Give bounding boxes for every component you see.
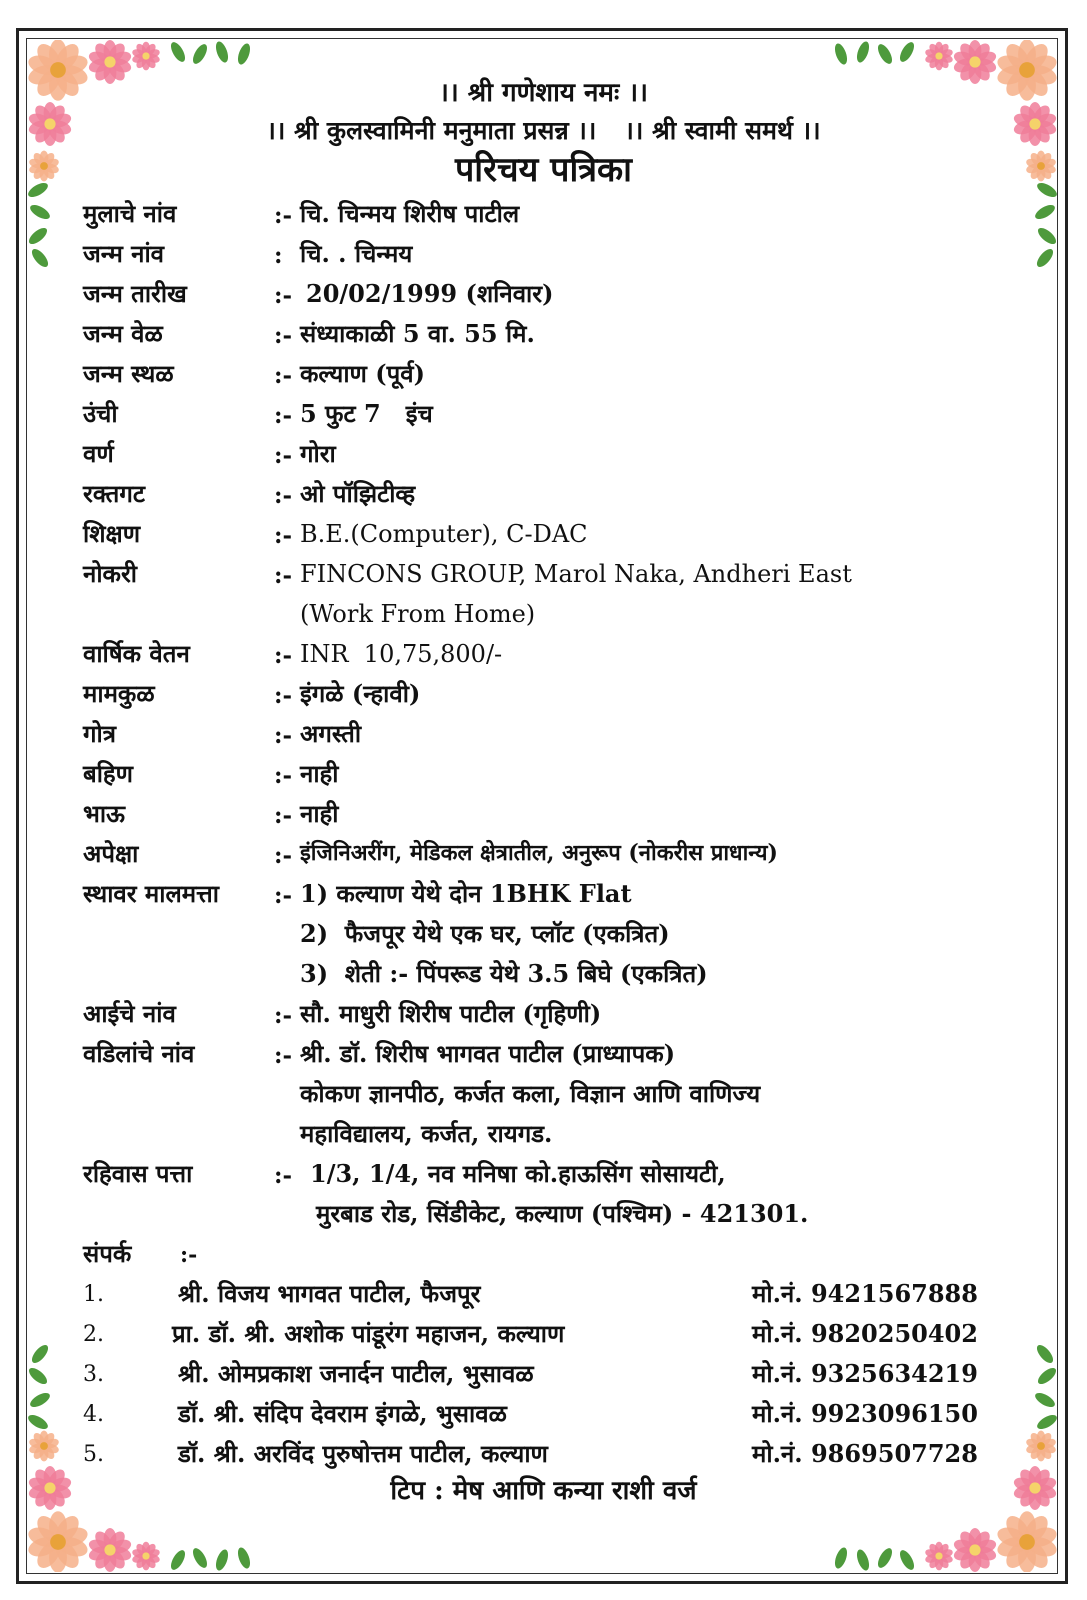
field-label: अपेक्षा <box>83 839 139 868</box>
flower-icon <box>952 40 998 84</box>
contact-name: डॉ. श्री. अरविंद पुरुषोत्तम पाटील, कल्याण <box>178 1439 548 1468</box>
leaf-icon <box>855 40 872 64</box>
field-value: चि. . चिन्मय <box>300 239 413 268</box>
leaf-icon <box>897 1548 917 1572</box>
field-separator: :- <box>274 882 293 909</box>
contact-mobile: मो.नं. 9325634219 <box>752 1359 978 1388</box>
field-separator: :- <box>274 482 293 509</box>
leaf-icon <box>168 1548 188 1572</box>
field-value: 1) कल्याण येथे दोन 1BHK Flat <box>300 879 632 908</box>
field-separator: :- <box>274 362 293 389</box>
leaf-icon <box>875 42 895 66</box>
field-value: नाही <box>300 759 339 788</box>
field-label: शिक्षण <box>83 519 141 548</box>
leaf-icon <box>1034 1342 1056 1365</box>
leaf-icon <box>1033 202 1057 222</box>
field-separator: :- <box>274 842 293 869</box>
contact-mobile: मो.नं. 9869507728 <box>752 1439 978 1468</box>
contact-label: संपर्क <box>83 1239 132 1268</box>
contact-name: श्री. विजय भागवत पाटील, फैजपूर <box>178 1279 481 1308</box>
field-value-continued: मुरबाड रोड, सिंडीकेट, कल्याण (पश्चिम) - 421301. <box>316 1199 809 1228</box>
field-value: गोरा <box>300 439 336 468</box>
field-value-continued: कोकण ज्ञानपीठ, कर्जत कला, विज्ञान आणि वाणिज्य <box>300 1079 761 1108</box>
field-separator: :- <box>274 1002 293 1029</box>
flower-icon <box>131 42 161 71</box>
field-value: नाही <box>300 799 339 828</box>
leaf-icon <box>236 1546 253 1570</box>
flower-icon <box>131 1542 161 1571</box>
field-value-continued: 3) शेती :- पिंपरूड येथे 3.5 बिघे (एकत्रित) <box>300 959 708 988</box>
field-value: ओ पॉझिटीव्ह <box>300 479 416 508</box>
field-separator: :- <box>274 322 293 349</box>
flower-icon <box>28 1511 90 1572</box>
field-label: उंची <box>83 399 118 428</box>
page-title: परिचय पत्रिका <box>455 150 632 190</box>
contact-number: 3. <box>83 1362 104 1387</box>
leaf-icon <box>28 1390 52 1410</box>
invocation-ganesh: ।। श्री गणेशाय नमः ।। <box>439 78 648 108</box>
field-value: अगस्ती <box>300 719 362 748</box>
field-label: गोत्र <box>83 719 116 748</box>
field-label: जन्म वेळ <box>83 319 163 348</box>
field-value: B.E.(Computer), C-DAC <box>300 520 588 548</box>
field-value: FINCONS GROUP, Marol Naka, Andheri East <box>300 560 852 588</box>
leaf-icon <box>1033 1390 1057 1410</box>
leaf-icon <box>29 1342 51 1365</box>
leaf-icon <box>168 40 188 64</box>
field-separator: :- <box>274 1042 293 1069</box>
field-label: वडिलांचे नांव <box>83 1039 195 1068</box>
leaf-icon <box>28 202 52 222</box>
field-separator: :- <box>274 442 293 469</box>
flower-icon <box>1025 1431 1057 1462</box>
field-separator: :- <box>274 722 293 749</box>
invocation-swami: ।। श्री स्वामी समर्थ ।। <box>624 116 821 145</box>
flower-icon <box>28 1431 60 1462</box>
tip-note: टिप : मेष आणि कन्या राशी वर्ज <box>390 1476 697 1506</box>
field-label: जन्म तारीख <box>83 279 187 308</box>
field-separator: :- <box>274 282 293 309</box>
contact-mobile: मो.नं. 9421567888 <box>752 1279 978 1308</box>
field-value-continued: (Work From Home) <box>300 600 536 628</box>
contact-number: 2. <box>83 1322 104 1347</box>
leaf-icon <box>190 42 210 66</box>
field-label: जन्म नांव <box>83 239 165 268</box>
leaf-icon <box>833 1546 850 1570</box>
leaf-icon <box>236 42 253 66</box>
field-separator: :- <box>274 642 293 669</box>
leaf-icon <box>1035 1412 1057 1432</box>
field-value-continued: 2) फैजपूर येथे एक घर, प्लॉट (एकत्रित) <box>300 919 670 948</box>
field-label: वार्षिक वेतन <box>83 639 190 668</box>
contact-number: 4. <box>83 1402 104 1427</box>
contact-mobile: मो.नं. 9923096150 <box>752 1399 978 1428</box>
field-value-continued: महाविद्यालय, कर्जत, रायगड. <box>300 1119 553 1148</box>
field-label: स्थावर मालमत्ता <box>83 879 219 908</box>
field-separator: :- <box>274 682 293 709</box>
contact-name: श्री. ओमप्रकाश जनार्दन पाटील, भुसावळ <box>178 1359 534 1388</box>
invocation-kulswamini: ।। श्री कुलस्वामिनी मनुमाता प्रसन्न ।। <box>266 116 597 145</box>
field-value: सौ. माधुरी शिरीष पाटील (गृहिणी) <box>300 999 602 1028</box>
field-label: मामकुळ <box>83 679 155 708</box>
leaf-icon <box>29 246 51 269</box>
leaf-icon <box>28 225 50 247</box>
leaf-icon <box>28 1365 50 1387</box>
field-value: संध्याकाळी 5 वा. 55 मि. <box>300 319 535 348</box>
field-value: इंजिनिअरींग, मेडिकल क्षेत्रातील, अनुरूप (नोकरीस प्राधान्य) <box>300 840 778 866</box>
flower-icon <box>952 1528 998 1572</box>
field-value: श्री. डॉ. शिरीष भागवत पाटील (प्राध्यापक) <box>300 1039 676 1068</box>
leaf-icon <box>214 1548 231 1572</box>
contact-separator: :- <box>180 1242 198 1268</box>
field-label: मुलाचे नांव <box>83 199 177 228</box>
field-value: 20/02/1999 (शनिवार) <box>306 279 554 308</box>
leaf-icon <box>833 42 850 66</box>
flower-icon <box>924 1542 954 1571</box>
field-label: नोकरी <box>83 559 137 588</box>
field-label: रक्तगट <box>83 479 145 508</box>
contact-name: डॉ. श्री. संदिप देवराम इंगळे, भुसावळ <box>178 1399 507 1428</box>
field-separator: :- <box>274 802 293 829</box>
field-label: भाऊ <box>83 799 125 828</box>
leaf-icon <box>1035 1365 1057 1387</box>
field-value: इंगळे (न्हावी) <box>300 679 421 708</box>
field-label: बहिण <box>83 759 134 788</box>
leaf-icon <box>1035 225 1057 247</box>
field-value: चि. चिन्मय शिरीष पाटील <box>300 199 520 228</box>
leaf-icon <box>897 40 917 64</box>
leaf-icon <box>875 1546 895 1570</box>
flower-icon <box>87 40 133 84</box>
field-separator: :- <box>274 202 293 229</box>
invocation-deities <box>0 118 1087 143</box>
contact-name: प्रा. डॉ. श्री. अशोक पांडूरंग महाजन, कल्याण <box>172 1319 565 1348</box>
contact-number: 5. <box>83 1442 104 1467</box>
field-value: कल्याण (पूर्व) <box>300 359 425 388</box>
field-label: वर्ण <box>83 439 114 468</box>
field-value: 5 फुट 7 इंच <box>300 399 433 428</box>
field-separator: :- <box>274 522 293 549</box>
flower-icon <box>87 1528 133 1572</box>
leaf-icon <box>855 1548 872 1572</box>
leaf-icon <box>28 1412 50 1432</box>
field-label: जन्म स्थळ <box>83 359 174 388</box>
leaf-icon <box>1034 246 1056 269</box>
field-separator: :- <box>274 1162 293 1189</box>
contact-mobile: मो.नं. 9820250402 <box>752 1319 978 1348</box>
flower-icon <box>924 42 954 71</box>
field-separator: :- <box>274 402 293 429</box>
flower-icon <box>995 1511 1057 1572</box>
field-label: आईचे नांव <box>83 999 176 1028</box>
field-label: रहिवास पत्ता <box>83 1159 193 1188</box>
field-value: INR 10,75,800/- <box>300 640 503 668</box>
leaf-icon <box>214 40 231 64</box>
leaf-icon <box>190 1546 210 1570</box>
field-separator: : <box>274 242 283 269</box>
field-value: 1/3, 1/4, नव मनिषा को.हाऊसिंग सोसायटी, <box>310 1159 726 1188</box>
field-separator: :- <box>274 562 293 589</box>
field-separator: :- <box>274 762 293 789</box>
contact-number: 1. <box>83 1282 104 1307</box>
